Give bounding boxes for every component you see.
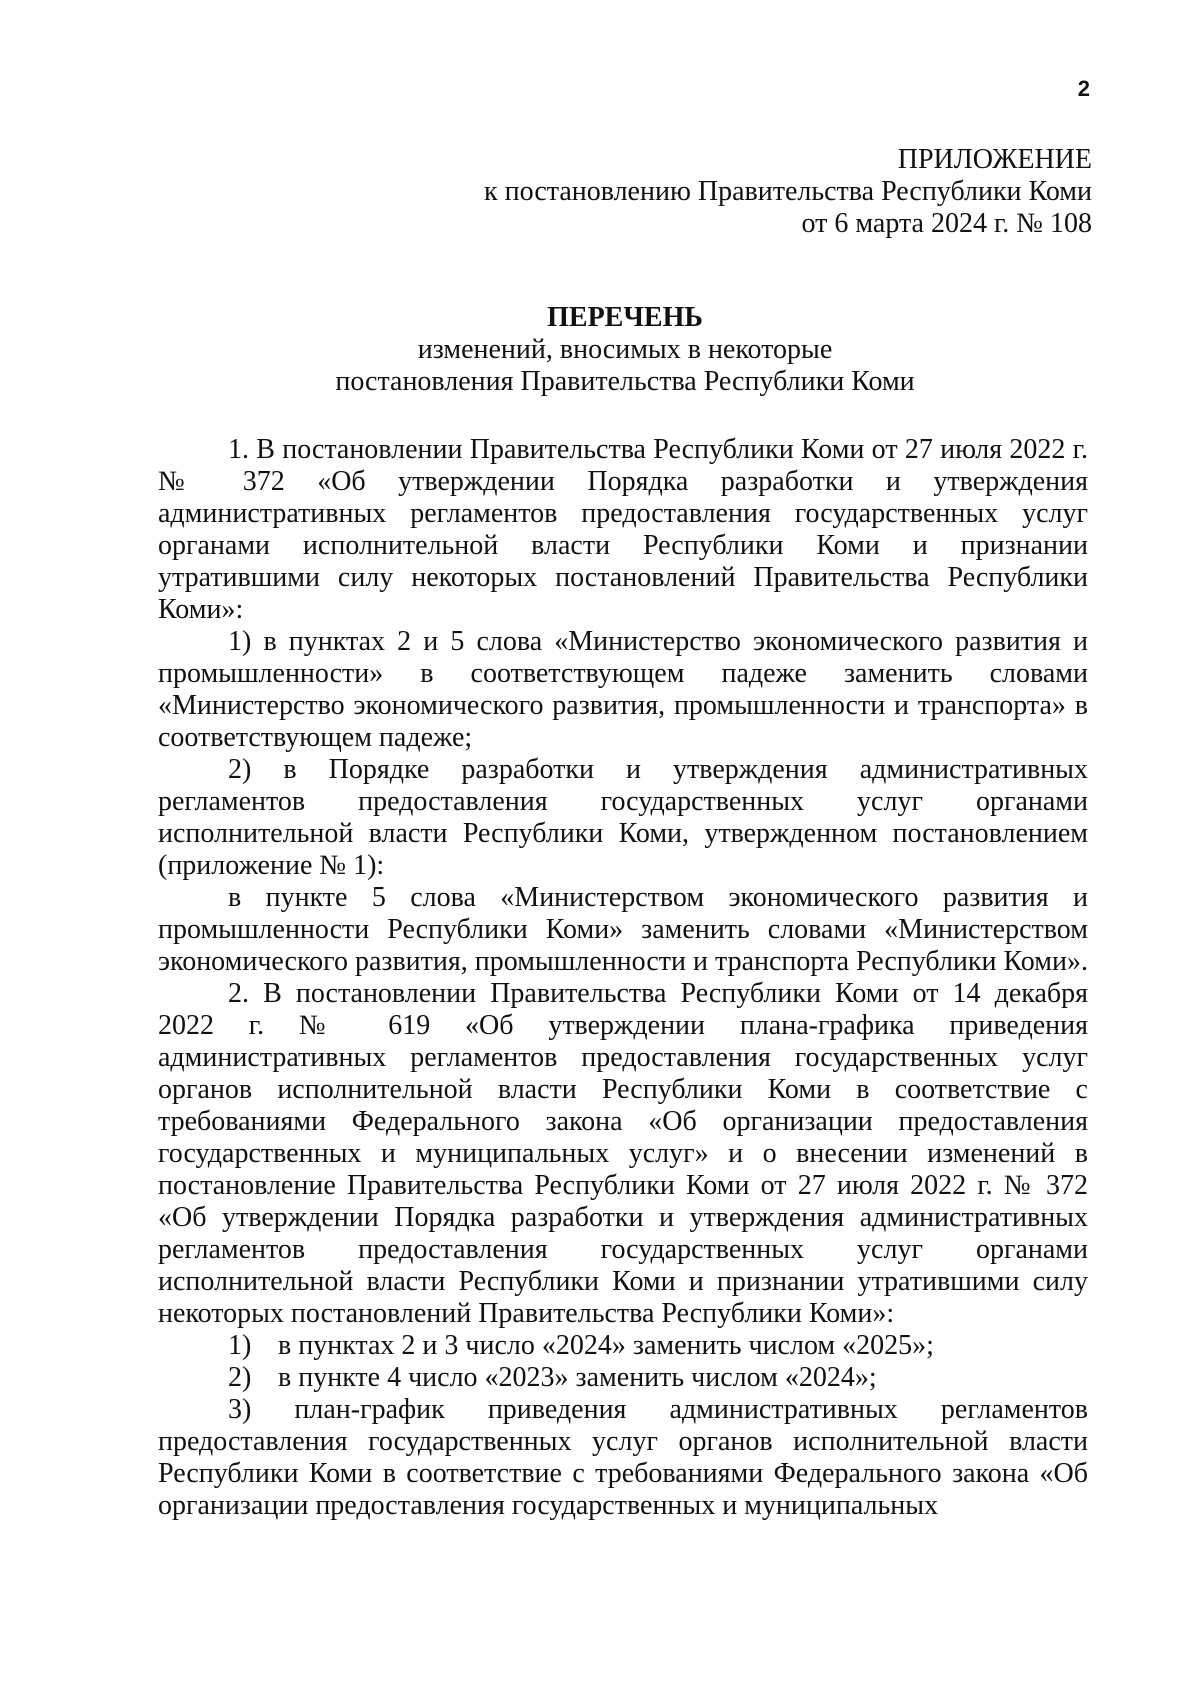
document-subtitle-line-1: изменений, вносимых в некоторые [417, 334, 833, 365]
document-title-block [160, 302, 1090, 398]
list-text: в пункте 4 число «2023» заменить числом «2024»; [278, 1362, 877, 1393]
paragraph-2: 2. В постановлении Правительства Республики Коми от 14 декабря 2022 г. № 619 «Об утверждении плана-графика приведения административных регламентов предоставления государственных услуг органов исполнительной власти Республики Коми в соответствие с требованиями Федерального закона «Об организации предоставления государственных и муниципальных услуг» и о внесении изменений в постановление Правительства Республики Коми от 27 июля 2022 г. № 372 «Об утверждении Порядка разработки и утверждения административных регламентов предоставления государственных услуг органами исполнительной власти Республики Коми и признании утратившими силу некоторых постановлений Правительства Республики Коми»: [158, 978, 1088, 1329]
appendix-date: от 6 марта 2024 г. № 108 [801, 208, 1092, 239]
paragraph-1-item-2: 2) в Порядке разработки и утверждения административных регламентов предоставления государственных услуг органами исполнительной власти Республики Коми, утвержденном постановлением (приложение № 1): [158, 754, 1088, 881]
appendix-title: ПРИЛОЖЕНИЕ [897, 144, 1092, 175]
document-subtitle-line-2: постановления Правительства Республики Коми [335, 366, 915, 397]
list-number: 1) [228, 1330, 252, 1361]
appendix-reference: к постановлению Правительства Республики Коми [484, 176, 1092, 207]
appendix-header [484, 144, 1092, 240]
paragraph-2-item-3: 3) план-график приведения административных регламентов предоставления государственных услуг органов исполнительной власти Республики Коми в соответствие с требованиями Федерального закона «Об организации предоставления государственных и муниципальных [158, 1394, 1088, 1521]
list-text: в пунктах 2 и 3 число «2024» заменить числом «2025»; [278, 1330, 934, 1361]
paragraph-1-item-2-subitem: в пункте 5 слова «Министерством экономического развития и промышленности Республики Коми» заменить словами «Министерством экономического развития, промышленности и транспорта Республики Коми». [158, 882, 1088, 977]
paragraph-1-item-1: 1) в пунктах 2 и 5 слова «Министерство экономического развития и промышленности» в соответствующем падеже заменить словами «Министерство экономического развития, промышленности и транспорта» в соответствующем падеже; [158, 626, 1088, 753]
page-number: 2 [1077, 76, 1090, 101]
paragraph-2-item-1 [158, 1330, 1088, 1362]
list-number: 2) [228, 1362, 252, 1393]
paragraph-2-item-2 [158, 1362, 1088, 1394]
document-body [158, 434, 1088, 1522]
paragraph-1: 1. В постановлении Правительства Республики Коми от 27 июля 2022 г. № 372 «Об утверждении Порядка разработки и утверждения административных регламентов предоставления государственных услуг органами исполнительной власти Республики Коми и признании утратившими силу некоторых постановлений Правительства Республики Коми»: [158, 434, 1088, 625]
document-heading: ПЕРЕЧЕНЬ [547, 302, 703, 333]
